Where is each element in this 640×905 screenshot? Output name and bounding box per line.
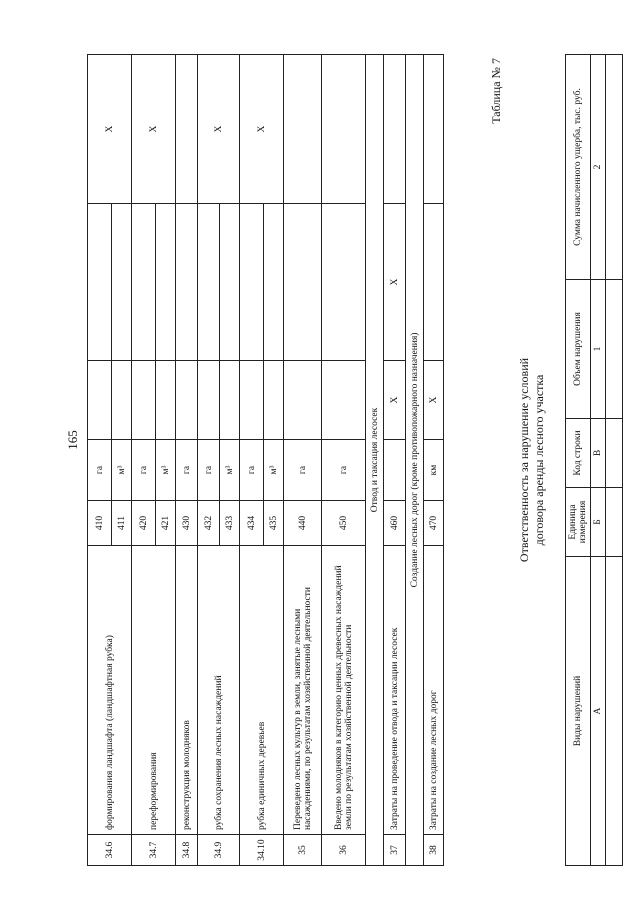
row-volume	[156, 204, 176, 361]
row-unit	[384, 440, 406, 501]
liability-code-row	[591, 55, 606, 866]
liability-title-line1: Ответственность за нарушение условий	[517, 357, 531, 563]
page-number: 165	[64, 430, 80, 450]
code-2: 2	[591, 55, 606, 280]
empty-cell	[606, 557, 623, 866]
row-code: 433	[220, 501, 240, 546]
row-name: рубка единичных деревьев	[240, 546, 284, 835]
table-row	[322, 55, 366, 866]
section-allotment: Отвод и таксация лесосек	[366, 55, 384, 866]
liability-table	[565, 54, 623, 866]
row-unit: га	[240, 440, 264, 501]
rotated-page	[87, 54, 603, 866]
row-number: 35	[284, 835, 322, 866]
row-code: 460	[384, 501, 406, 546]
row-name: Переведено лесных культур в земли, занятые лесными насаждениями, по результатам хозяйственной деятельности	[284, 546, 322, 835]
header-damage-sum: Сумма начисленного ущерба, тыс. руб.	[566, 55, 591, 280]
row-code: 410	[88, 501, 112, 546]
row-unit: га	[88, 440, 112, 501]
row-code: 435	[264, 501, 284, 546]
row-code-col	[88, 361, 112, 440]
row-unit: м³	[264, 440, 284, 501]
liability-header-row	[566, 55, 591, 866]
row-code-col	[176, 361, 198, 440]
row-code-col	[284, 361, 322, 440]
header-line-code: Код строки	[566, 419, 591, 488]
table-row	[132, 55, 156, 866]
row-number: 34.7	[132, 835, 176, 866]
empty-cell	[606, 55, 623, 280]
row-volume	[240, 204, 264, 361]
row-code: 421	[156, 501, 176, 546]
code-v: В	[591, 419, 606, 488]
row-name: Введено молодняков в категорию ценных древесных насаждений земли по результатам хозяйственной деятельности	[322, 546, 366, 835]
table-row	[384, 55, 406, 866]
row-volume	[132, 204, 156, 361]
row-sum	[384, 55, 406, 204]
row-code-col	[240, 361, 264, 440]
row-number: 34.9	[198, 835, 240, 866]
row-code: 440	[284, 501, 322, 546]
row-name: рубка сохранения лесных насаждений	[198, 546, 240, 835]
header-violation-type: Виды нарушений	[566, 557, 591, 866]
row-sum	[424, 55, 444, 204]
row-unit: га	[284, 440, 322, 501]
section-row	[406, 55, 424, 866]
row-volume	[198, 204, 220, 361]
row-sum	[284, 55, 322, 204]
table-row	[88, 55, 112, 866]
row-unit: м³	[112, 440, 132, 501]
row-code-col	[322, 361, 366, 440]
liability-title-line2: договора аренды лесного участка	[532, 374, 546, 546]
liability-title	[517, 54, 547, 866]
row-number: 34.10	[240, 835, 284, 866]
row-code-col: X	[384, 361, 406, 440]
table-label: Таблица № 7	[489, 58, 503, 124]
table-row	[240, 55, 264, 866]
row-name: реконструкция молодняков	[176, 546, 198, 835]
row-sum	[176, 55, 198, 204]
row-unit: га	[176, 440, 198, 501]
row-volume	[112, 204, 132, 361]
row-sum: X	[88, 55, 132, 204]
row-unit: га	[198, 440, 220, 501]
row-number: 38	[424, 835, 444, 866]
row-code: 432	[198, 501, 220, 546]
row-code-col	[132, 361, 156, 440]
row-volume	[88, 204, 112, 361]
row-sum: X	[240, 55, 284, 204]
row-unit: м³	[156, 440, 176, 501]
row-number: 34.6	[88, 835, 132, 866]
row-code: 450	[322, 501, 366, 546]
section-roads: Создание лесных дорог (кроме противопожарного назначения)	[406, 55, 424, 866]
empty-cell	[606, 419, 623, 488]
row-name: переформирования	[132, 546, 176, 835]
row-code-col	[264, 361, 284, 440]
row-name: формирования ландшафта (ландшафтная рубка)	[88, 546, 132, 835]
row-volume	[220, 204, 240, 361]
row-code: 434	[240, 501, 264, 546]
section-row	[366, 55, 384, 866]
header-unit: Единица измерения	[566, 488, 591, 557]
code-b: Б	[591, 488, 606, 557]
header-volume: Объем нарушения	[566, 280, 591, 419]
table-row	[198, 55, 220, 866]
empty-cell	[606, 280, 623, 419]
row-number: 36	[322, 835, 366, 866]
table-row	[424, 55, 444, 866]
table-row	[176, 55, 198, 866]
code-a: А	[591, 557, 606, 866]
empty-cell	[606, 488, 623, 557]
row-number: 34.8	[176, 835, 198, 866]
row-unit: га	[132, 440, 156, 501]
row-code-col: X	[424, 361, 444, 440]
row-name: Затраты на создание лесных дорог	[424, 546, 444, 835]
row-code-col	[220, 361, 240, 440]
row-code: 411	[112, 501, 132, 546]
row-volume	[322, 204, 366, 361]
row-unit: га	[322, 440, 366, 501]
row-volume: X	[384, 204, 406, 361]
row-unit: км	[424, 440, 444, 501]
row-code: 430	[176, 501, 198, 546]
row-code-col	[198, 361, 220, 440]
row-sum: X	[132, 55, 176, 204]
row-code: 420	[132, 501, 156, 546]
row-code-col	[156, 361, 176, 440]
table-row	[284, 55, 322, 866]
row-volume	[176, 204, 198, 361]
row-number: 37	[384, 835, 406, 866]
code-1: 1	[591, 280, 606, 419]
works-table	[87, 54, 444, 866]
row-volume	[424, 204, 444, 361]
row-code: 470	[424, 501, 444, 546]
liability-empty-row	[606, 55, 623, 866]
row-name: Затраты на проведение отвода и таксации лесосек	[384, 546, 406, 835]
row-unit: м³	[220, 440, 240, 501]
row-volume	[264, 204, 284, 361]
row-sum: X	[198, 55, 240, 204]
row-code-col	[112, 361, 132, 440]
row-volume	[284, 204, 322, 361]
row-sum	[322, 55, 366, 204]
